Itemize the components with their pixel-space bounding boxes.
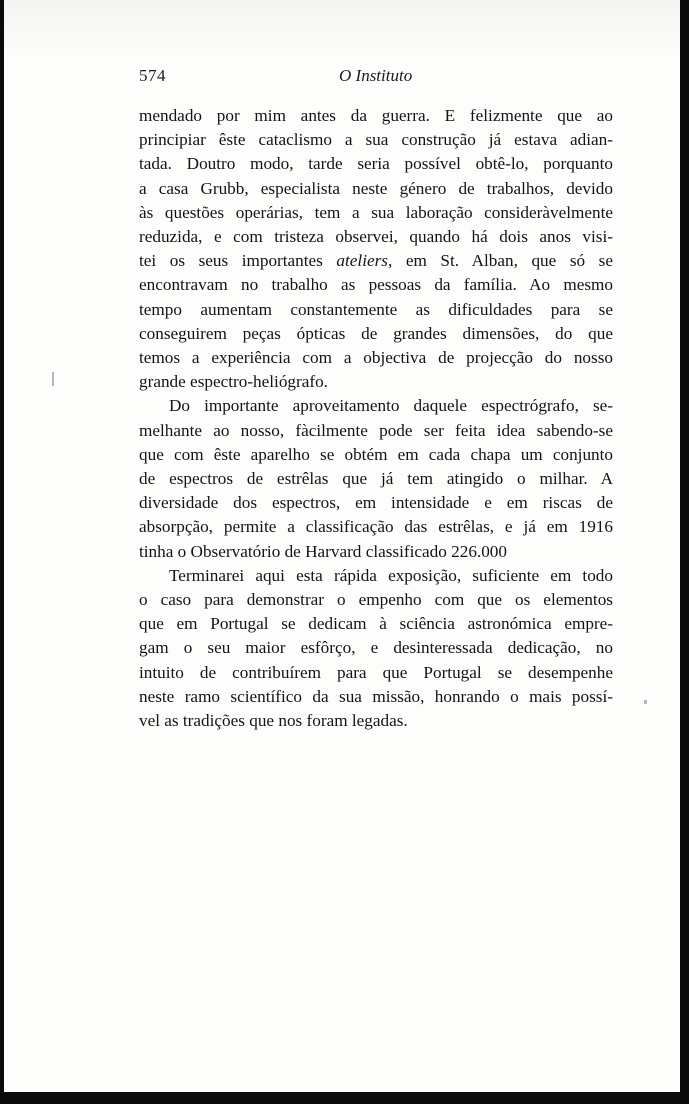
text-line: de espectros de estrêlas que já tem atingido o milhar. A (139, 469, 613, 489)
text-line: às questões operárias, tem a sua laboração consideràvelmente (139, 202, 613, 222)
text-segment: , em St. Alban, que só se (387, 251, 613, 271)
text-line: encontravam no trabalho as pessoas da família. Ao mesmo (139, 275, 613, 295)
text-line: mendado por mim antes da guerra. E felizmente que ao (139, 106, 613, 125)
text-line-with-italic (139, 249, 613, 273)
text-line: o caso para demonstrar o empenho com que os elementos (139, 590, 613, 610)
scan-mark (644, 700, 647, 704)
text-line: absorpção, permite a classificação das estrêlas, e já em 1916 (139, 517, 613, 537)
text-line: Do importante aproveitamento daquele espectrógrafo, se- (169, 396, 613, 416)
text-line: tinha o Observatório de Harvard classificado 226.000 (139, 541, 507, 561)
text-segment: tei os seus importantes (139, 251, 337, 271)
running-title: O Instituto (339, 66, 413, 85)
page-number: 574 (139, 66, 166, 85)
book-page (4, 0, 680, 1092)
body-text (139, 104, 613, 733)
text-line: melhante ao nosso, fàcilmente pode ser feita idea sabendo-se (139, 420, 613, 440)
text-line: vel as tradições que nos foram legadas. (139, 711, 408, 731)
text-line: neste ramo scientífico da sua missão, honrando o mais possí- (139, 686, 613, 706)
text-line: grande espectro-heliógrafo. (139, 372, 328, 392)
text-line: conseguirem peças ópticas de grandes dimensões, do que (139, 323, 613, 343)
text-line: gam o seu maior esfôrço, e desinteressada dedicação, no (139, 638, 613, 658)
text-line: que em Portugal se dedicam à sciência astronómica empre- (139, 614, 613, 634)
text-line: diversidade dos espectros, em intensidade e em riscas de (139, 493, 613, 513)
text-line: principiar êste cataclismo a sua construção já estava adian- (139, 130, 613, 150)
text-line: tempo aumentam constantemente as dificuldades para se (139, 299, 613, 319)
text-line: Terminarei aqui esta rápida exposição, suficiente em todo (169, 565, 613, 585)
page-header (139, 66, 613, 90)
paragraph-2 (139, 394, 613, 563)
scan-mark (52, 372, 54, 386)
paragraph-3 (139, 564, 613, 733)
text-line: reduzida, e com tristeza observei, quando há dois anos visi- (139, 227, 613, 247)
text-line: que com êste aparelho se obtém em cada chapa um conjunto (139, 444, 613, 464)
paragraph-1 (139, 104, 613, 394)
text-line: intuito de contribuírem para que Portugal se desempenhe (139, 662, 613, 682)
text-line: a casa Grubb, especialista neste género de trabalhos, devido (139, 178, 613, 198)
italic-word-ateliers: ateliers (336, 251, 388, 271)
text-line: temos a experiência com a objectiva de projecção do nosso (139, 348, 613, 368)
text-line: tada. Doutro modo, tarde seria possível obtê-lo, porquanto (139, 154, 613, 174)
